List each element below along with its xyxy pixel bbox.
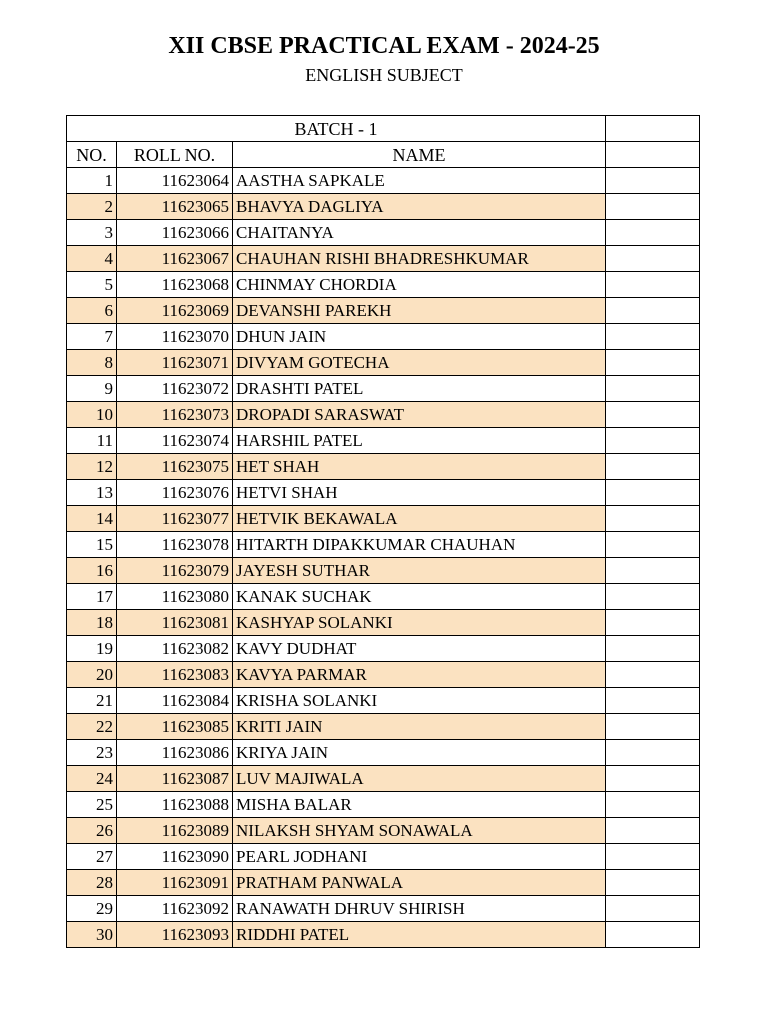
student-name: RIDDHI PATEL	[233, 922, 606, 948]
table-row	[67, 402, 700, 428]
table-row	[67, 792, 700, 818]
row-number: 14	[67, 506, 117, 532]
row-number: 22	[67, 714, 117, 740]
blank-cell	[606, 454, 700, 480]
student-name: KAVYA PARMAR	[233, 662, 606, 688]
row-number: 28	[67, 870, 117, 896]
blank-cell	[606, 298, 700, 324]
blank-cell	[606, 636, 700, 662]
blank-cell	[606, 376, 700, 402]
batch-label: BATCH - 1	[67, 116, 606, 142]
student-name: CHINMAY CHORDIA	[233, 272, 606, 298]
table-row	[67, 766, 700, 792]
row-number: 10	[67, 402, 117, 428]
blank-cell	[606, 792, 700, 818]
blank-cell	[606, 844, 700, 870]
student-name: BHAVYA DAGLIYA	[233, 194, 606, 220]
blank-cell	[606, 324, 700, 350]
table-row	[67, 168, 700, 194]
blank-cell	[606, 610, 700, 636]
roll-number: 11623081	[117, 610, 233, 636]
student-name: CHAITANYA	[233, 220, 606, 246]
page-title: XII CBSE PRACTICAL EXAM - 2024-25	[168, 33, 600, 59]
student-name: MISHA BALAR	[233, 792, 606, 818]
blank-cell	[606, 740, 700, 766]
student-name: HET SHAH	[233, 454, 606, 480]
row-number: 13	[67, 480, 117, 506]
table-row	[67, 636, 700, 662]
table-row	[67, 454, 700, 480]
blank-cell	[606, 896, 700, 922]
roll-number: 11623085	[117, 714, 233, 740]
roll-number: 11623071	[117, 350, 233, 376]
roll-number: 11623080	[117, 584, 233, 610]
row-number: 3	[67, 220, 117, 246]
blank-cell	[606, 558, 700, 584]
student-name: DRASHTI PATEL	[233, 376, 606, 402]
row-number: 29	[67, 896, 117, 922]
table-row	[67, 558, 700, 584]
roll-number: 11623076	[117, 480, 233, 506]
student-name: LUV MAJIWALA	[233, 766, 606, 792]
row-number: 7	[67, 324, 117, 350]
blank-cell	[606, 818, 700, 844]
row-number: 6	[67, 298, 117, 324]
row-number: 17	[67, 584, 117, 610]
roll-number: 11623086	[117, 740, 233, 766]
blank-cell	[606, 168, 700, 194]
student-name: AASTHA SAPKALE	[233, 168, 606, 194]
column-header-row	[67, 142, 700, 168]
roll-number: 11623077	[117, 506, 233, 532]
roll-number: 11623089	[117, 818, 233, 844]
table-row	[67, 610, 700, 636]
student-name: HETVI SHAH	[233, 480, 606, 506]
table-row	[67, 896, 700, 922]
blank-cell	[606, 272, 700, 298]
table-row	[67, 818, 700, 844]
row-number: 19	[67, 636, 117, 662]
blank-cell	[606, 194, 700, 220]
student-name: JAYESH SUTHAR	[233, 558, 606, 584]
student-name: KAVY DUDHAT	[233, 636, 606, 662]
roll-number: 11623083	[117, 662, 233, 688]
table-row	[67, 532, 700, 558]
row-number: 11	[67, 428, 117, 454]
row-number: 27	[67, 844, 117, 870]
roll-number: 11623070	[117, 324, 233, 350]
roll-number: 11623067	[117, 246, 233, 272]
table-row	[67, 246, 700, 272]
roll-number: 11623073	[117, 402, 233, 428]
table-row	[67, 688, 700, 714]
row-number: 8	[67, 350, 117, 376]
table-row	[67, 740, 700, 766]
blank-cell	[606, 480, 700, 506]
student-name: HARSHIL PATEL	[233, 428, 606, 454]
student-roster-table	[66, 115, 700, 948]
roll-number: 11623069	[117, 298, 233, 324]
roll-number: 11623066	[117, 220, 233, 246]
roll-number: 11623093	[117, 922, 233, 948]
student-name: KRIYA JAIN	[233, 740, 606, 766]
blank-cell	[606, 402, 700, 428]
student-name: PRATHAM PANWALA	[233, 870, 606, 896]
blank-cell	[606, 766, 700, 792]
table-row	[67, 480, 700, 506]
student-name: CHAUHAN RISHI BHADRESHKUMAR	[233, 246, 606, 272]
blank-cell	[606, 246, 700, 272]
blank-cell	[606, 922, 700, 948]
table-row	[67, 298, 700, 324]
roll-number: 11623091	[117, 870, 233, 896]
roll-number: 11623092	[117, 896, 233, 922]
student-name: NILAKSH SHYAM SONAWALA	[233, 818, 606, 844]
roll-number: 11623087	[117, 766, 233, 792]
row-number: 24	[67, 766, 117, 792]
row-number: 18	[67, 610, 117, 636]
row-number: 26	[67, 818, 117, 844]
student-name: DROPADI SARASWAT	[233, 402, 606, 428]
blank-cell	[606, 688, 700, 714]
roster-body	[67, 116, 700, 948]
row-number: 9	[67, 376, 117, 402]
student-name: KASHYAP SOLANKI	[233, 610, 606, 636]
row-number: 4	[67, 246, 117, 272]
table-row	[67, 662, 700, 688]
table-row	[67, 428, 700, 454]
table-row	[67, 272, 700, 298]
student-name: KRISHA SOLANKI	[233, 688, 606, 714]
roll-number: 11623074	[117, 428, 233, 454]
row-number: 15	[67, 532, 117, 558]
blank-cell	[606, 714, 700, 740]
blank-cell	[606, 662, 700, 688]
row-number: 20	[67, 662, 117, 688]
roll-number: 11623064	[117, 168, 233, 194]
table-row	[67, 376, 700, 402]
row-number: 1	[67, 168, 117, 194]
row-number: 21	[67, 688, 117, 714]
blank-cell	[606, 532, 700, 558]
row-number: 23	[67, 740, 117, 766]
column-header-no: NO.	[67, 142, 117, 168]
table-row	[67, 350, 700, 376]
table-row	[67, 584, 700, 610]
roll-number: 11623078	[117, 532, 233, 558]
student-name: HETVIK BEKAWALA	[233, 506, 606, 532]
student-name: DHUN JAIN	[233, 324, 606, 350]
table-row	[67, 714, 700, 740]
row-number: 12	[67, 454, 117, 480]
roll-number: 11623090	[117, 844, 233, 870]
table-row	[67, 220, 700, 246]
page-subtitle: ENGLISH SUBJECT	[305, 65, 463, 85]
column-header-name: NAME	[233, 142, 606, 168]
blank-cell	[606, 506, 700, 532]
batch-row	[67, 116, 700, 142]
table-row	[67, 194, 700, 220]
row-number: 30	[67, 922, 117, 948]
blank-cell	[606, 220, 700, 246]
table-row	[67, 870, 700, 896]
row-number: 5	[67, 272, 117, 298]
roll-number: 11623079	[117, 558, 233, 584]
roll-number: 11623088	[117, 792, 233, 818]
row-number: 2	[67, 194, 117, 220]
student-name: KANAK SUCHAK	[233, 584, 606, 610]
blank-cell	[606, 870, 700, 896]
table-row	[67, 506, 700, 532]
roll-number: 11623082	[117, 636, 233, 662]
student-name: HITARTH DIPAKKUMAR CHAUHAN	[233, 532, 606, 558]
roll-number: 11623065	[117, 194, 233, 220]
roll-number: 11623072	[117, 376, 233, 402]
blank-cell	[606, 116, 700, 142]
blank-cell	[606, 142, 700, 168]
student-name: KRITI JAIN	[233, 714, 606, 740]
roll-number: 11623075	[117, 454, 233, 480]
blank-cell	[606, 584, 700, 610]
column-header-roll: ROLL NO.	[117, 142, 233, 168]
student-name: PEARL JODHANI	[233, 844, 606, 870]
blank-cell	[606, 428, 700, 454]
table-row	[67, 324, 700, 350]
student-name: DIVYAM GOTECHA	[233, 350, 606, 376]
student-name: RANAWATH DHRUV SHIRISH	[233, 896, 606, 922]
row-number: 16	[67, 558, 117, 584]
student-name: DEVANSHI PAREKH	[233, 298, 606, 324]
roll-number: 11623084	[117, 688, 233, 714]
table-row	[67, 844, 700, 870]
table-row	[67, 922, 700, 948]
roll-number: 11623068	[117, 272, 233, 298]
blank-cell	[606, 350, 700, 376]
row-number: 25	[67, 792, 117, 818]
